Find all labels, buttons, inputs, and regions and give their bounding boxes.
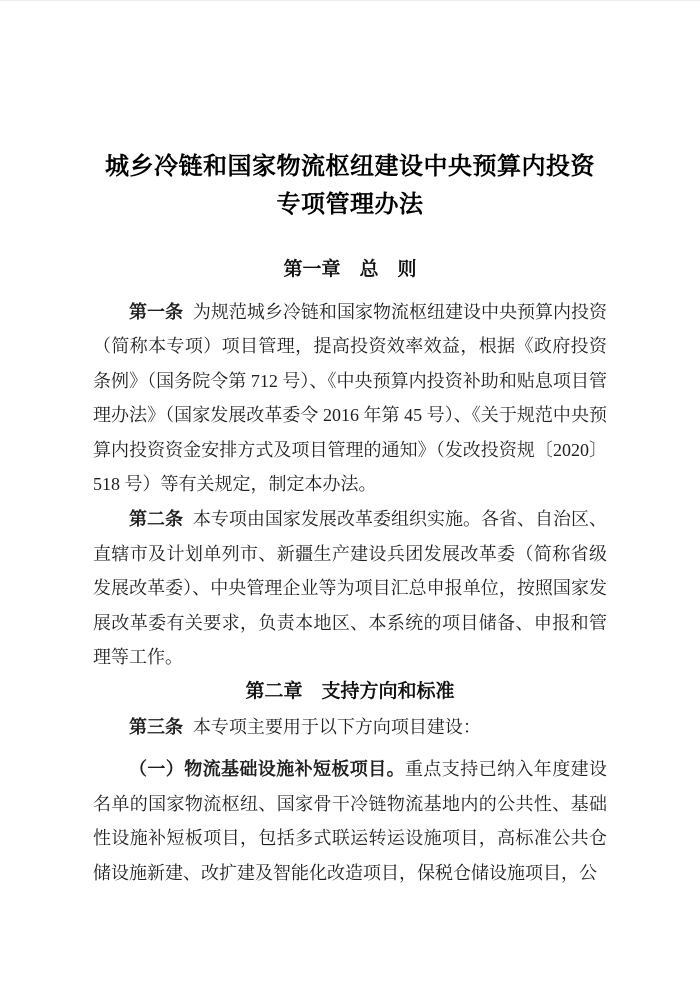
article-2-text: 本专项由国家发展改革委组织实施。各省、自治区、直辖市及计划单列市、新疆生产建设兵团发展改革委（简称省级发展改革委）、中央管理企业等为项目汇总申报单位，按照国家发展改革委有关要求，负责本地区、本系统的项目储备、申报和管理等工作。 bbox=[93, 509, 608, 668]
chapter-2-heading: 第二章 支持方向和标准 bbox=[245, 681, 455, 703]
document-title-line-2: 专项管理办法 bbox=[276, 191, 424, 218]
article-1-label: 第一条 bbox=[129, 301, 184, 322]
article-3-label: 第三条 bbox=[129, 716, 183, 737]
article-3-item-1-text: 重点支持已纳入年度建设名单的国家物流枢纽、国家骨干冷链物流基地内的公共性、基础性设施补短板项目，包括多式联运转运设施项目，高标准公共仓储设施新建、改扩建及智能化改造项目，保税仓储设施项目，公 bbox=[93, 759, 607, 883]
article-2-label: 第二条 bbox=[129, 509, 184, 530]
document-content bbox=[0, 1, 700, 891]
article-3 bbox=[93, 710, 607, 745]
article-1-text: 为规范城乡冷链和国家物流枢纽建设中央预算内投资（简称本专项）项目管理，提高投资效率效益，根据《政府投资条例》（国务院令第 712 号）、《中央预算内投资补助和贴息项目管理办法》（国家发展改革委令 2016 年第 45 号）、《关于规范中央预算内投资资金安排方式及项目管理的通知》（发改投资规〔2020〕518 号）等有关规定，制定本办法。 bbox=[93, 301, 608, 495]
document-title-line-1: 城乡冷链和国家物流枢纽建设中央预算内投资 bbox=[105, 154, 595, 180]
document-title bbox=[93, 149, 607, 224]
article-2 bbox=[93, 502, 607, 675]
article-1 bbox=[93, 295, 607, 503]
article-3-item-1-lead: （一）物流基础设施补短板项目。 bbox=[129, 759, 405, 780]
article-3-item-1 bbox=[93, 752, 607, 890]
chapter-1-heading: 第一章 总 则 bbox=[283, 259, 417, 280]
article-3-text: 本专项主要用于以下方向项目建设： bbox=[192, 716, 481, 737]
